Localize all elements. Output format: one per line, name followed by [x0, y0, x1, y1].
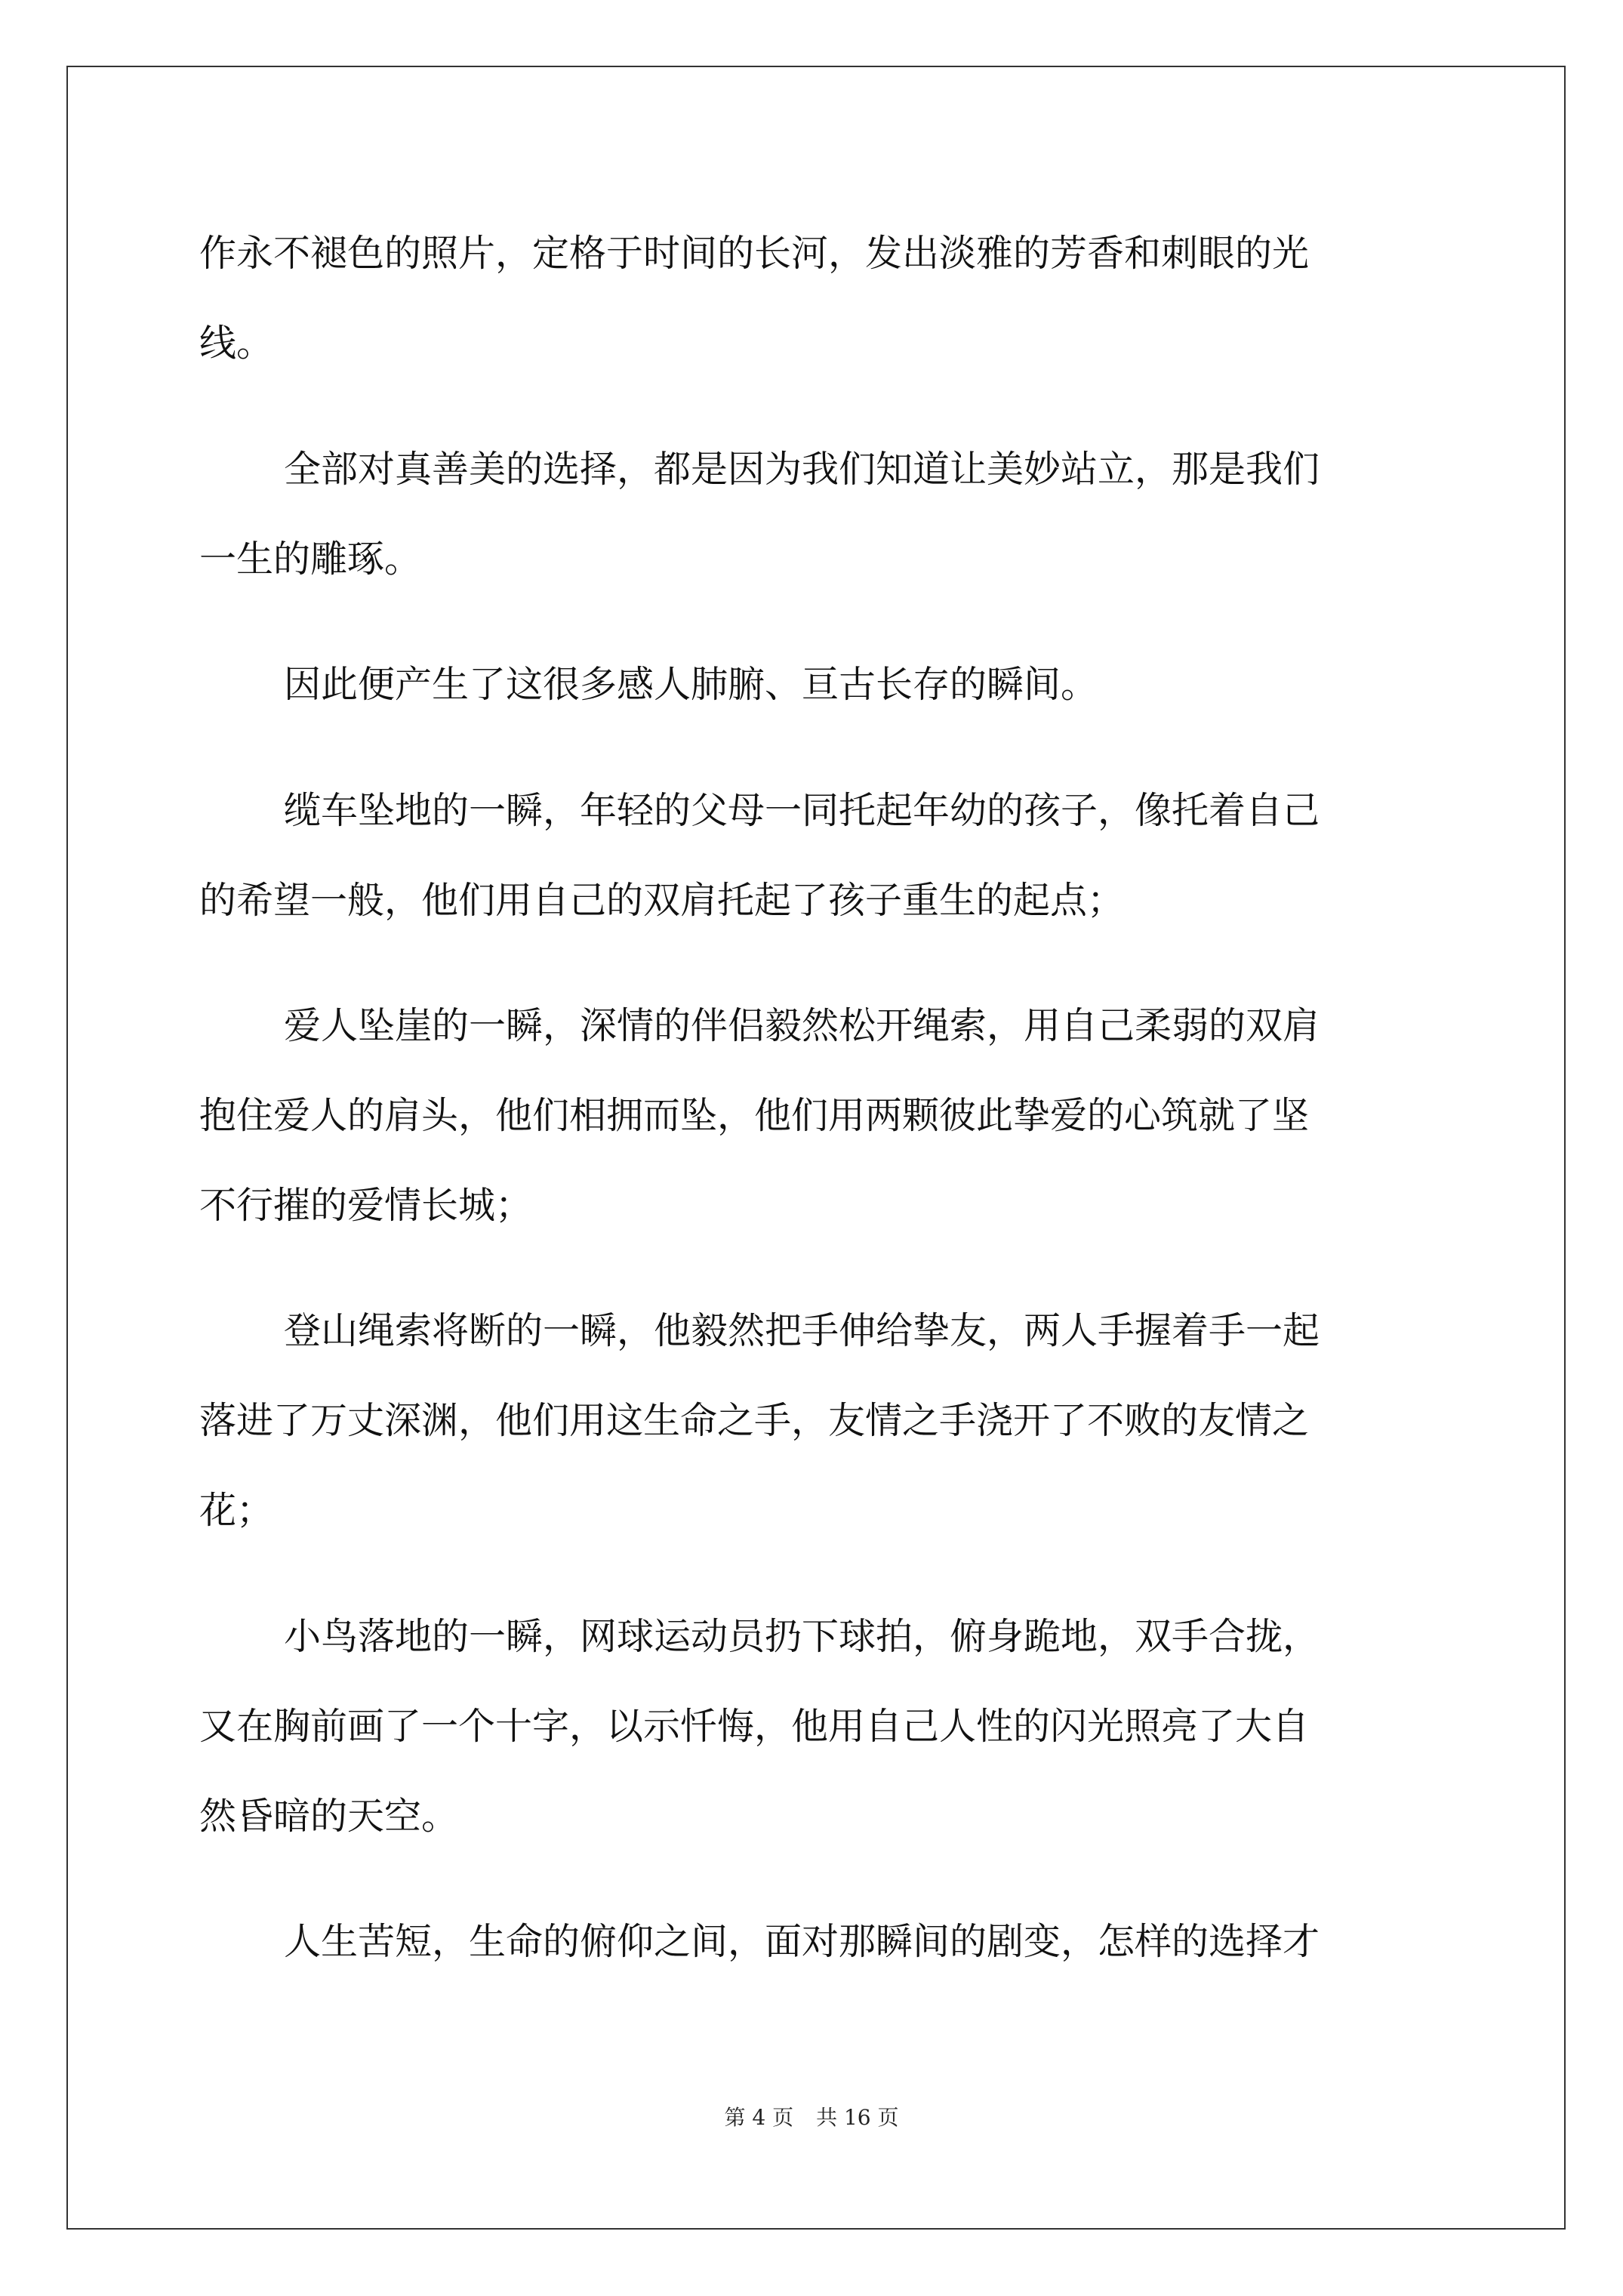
text-line: 的希望一般，他们用自己的双肩托起了孩子重生的起点；	[199, 879, 1125, 922]
text-line: 爱人坠崖的一瞬，深情的伴侣毅然松开绳索，用自己柔弱的双肩	[284, 1004, 1320, 1047]
text-line: 作永不褪色的照片，定格于时间的长河，发出淡雅的芳香和刺眼的光	[199, 232, 1310, 275]
page-total: 共 16 页	[816, 2105, 899, 2130]
text-line: 花；	[199, 1489, 274, 1532]
text-line: 一生的雕琢。	[199, 538, 422, 581]
text-line: 又在胸前画了一个十字，以示忏悔，他用自己人性的闪光照亮了大自	[199, 1705, 1310, 1748]
text-line: 抱住爱人的肩头，他们相拥而坠，他们用两颗彼此挚爱的心筑就了坚	[199, 1094, 1310, 1137]
text-line: 登山绳索将断的一瞬，他毅然把手伸给挚友，两人手握着手一起	[284, 1309, 1320, 1352]
text-line: 然昏暗的天空。	[199, 1795, 459, 1838]
text-line: 人生苦短，生命的俯仰之间，面对那瞬间的剧变，怎样的选择才	[284, 1920, 1320, 1963]
page-footer	[0, 2104, 1623, 2131]
text-line: 线。	[199, 322, 274, 365]
text-line: 落进了万丈深渊，他们用这生命之手，友情之手浇开了不败的友情之	[199, 1399, 1310, 1442]
text-line: 缆车坠地的一瞬，年轻的父母一同托起年幼的孩子，像托着自己	[284, 789, 1320, 832]
page-border	[66, 66, 1566, 2230]
page-number: 第 4 页	[724, 2105, 794, 2130]
text-line: 因此便产生了这很多感人肺腑、亘古长存的瞬间。	[284, 663, 1098, 706]
text-line: 全部对真善美的选择，都是因为我们知道让美妙站立，那是我们	[284, 448, 1320, 491]
text-line: 不行摧的爱情长城；	[199, 1184, 533, 1227]
text-line: 小鸟落地的一瞬，网球运动员扔下球拍，俯身跪地，双手合拢，	[284, 1615, 1320, 1658]
